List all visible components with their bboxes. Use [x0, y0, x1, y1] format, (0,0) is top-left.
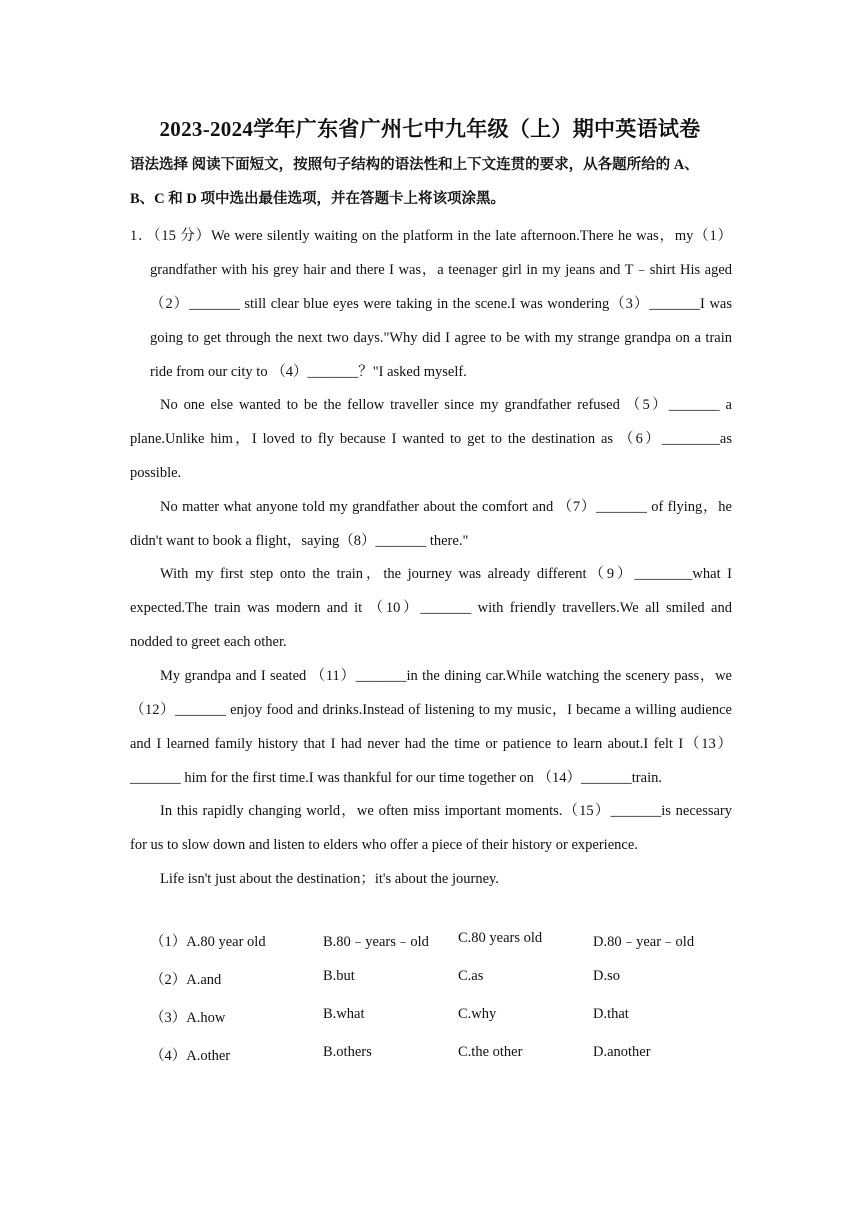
option-c: C.as — [458, 968, 484, 984]
paragraph-6: In this rapidly changing world，we often miss important moments.（15）_______is necessary for us to slow down and listen to elders who offer a piece of their history or experience. — [130, 803, 732, 853]
option-c: C.the other — [458, 1044, 523, 1060]
option-d: D.another — [593, 1044, 651, 1060]
paragraph-2: No one else wanted to be the fellow traveller since my grandfather refused （5）_______ a plane.Unlike him，I loved to fly because I wanted to get to the destination as （6）________as possible. — [130, 397, 732, 481]
section-heading-line-1: 语法选择 阅读下面短文，按照句子结构的语法性和上下文连贯的要求，从各题所给的 A、 — [130, 157, 699, 173]
option-a: （4）A.other — [150, 1048, 231, 1064]
option-b: B.others — [323, 1044, 372, 1060]
option-c: C.why — [458, 1006, 497, 1022]
option-d: D.80﹣year﹣old — [593, 934, 695, 950]
option-row — [150, 1044, 750, 1082]
option-d: D.so — [593, 968, 620, 984]
section-heading-line-2: B、C 和 D 项中选出最佳选项，并在答题卡上将该项涂黑。 — [130, 191, 505, 207]
paragraph-4: With my first step onto the train，the journey was already different（9）________what I expected.The train was modern and it （10）_______ with friendly travellers.We all smiled and nodded to greet each other. — [130, 566, 732, 650]
options-table — [150, 930, 750, 1082]
question-number: 1．（15 分） — [130, 228, 211, 244]
option-d: D.that — [593, 1006, 629, 1022]
question-1-paragraph-1 — [130, 219, 732, 389]
paragraph-5: My grandpa and I seated （11）_______in the dining car.While watching the scenery pass，we （12）_______ enjoy food and drinks.Instead of listening to my music，I became a willing audience and I learned family history that I had never had the time or patience to learn about.I felt I（13）_______ him for the first time.I was thankful for our time together on （14）_______train. — [130, 668, 732, 786]
paragraph-7: Life isn't just about the destination；it's about the journey. — [160, 871, 499, 887]
paragraph-3: No matter what anyone told my grandfather about the comfort and （7）_______ of flying，he didn't want to book a flight，saying（8）_______ there." — [130, 499, 732, 549]
paragraph-text: We were silently waiting on the platform in the late afternoon.There he was，my（1）grandfather with his grey hair and there I was，a teenager girl in my jeans and T﹣shirt His aged （2）_______ still clear blue eyes were taking in the scene.I was wondering（3）_______I was going to get through the next two days."Why did I agree to be with my strange grandpa on a train ride from our city to （4）_______？"I asked myself. — [150, 228, 733, 380]
page-title: 2023-2024学年广东省广州七中九年级（上）期中英语试卷 — [159, 117, 701, 141]
option-c: C.80 years old — [458, 930, 543, 946]
option-a: （2）A.and — [150, 972, 222, 988]
option-a: （3）A.how — [150, 1010, 226, 1026]
option-a: （1）A.80 year old — [150, 934, 266, 950]
option-b: B.80﹣years﹣old — [323, 934, 429, 950]
option-row — [150, 1006, 750, 1044]
option-row — [150, 930, 750, 968]
option-b: B.but — [323, 968, 355, 984]
option-b: B.what — [323, 1006, 365, 1022]
option-row — [150, 968, 750, 1006]
